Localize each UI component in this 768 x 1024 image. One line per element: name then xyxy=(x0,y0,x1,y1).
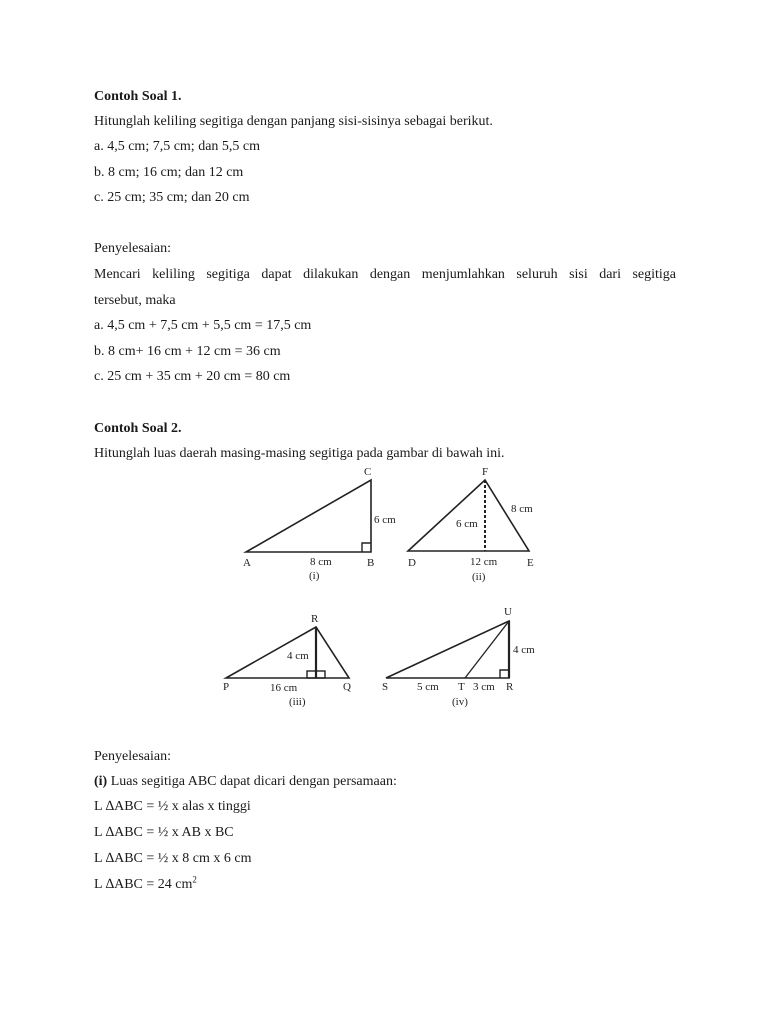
label-de-length: 12 cm xyxy=(470,556,498,568)
label-pq-length: 16 cm xyxy=(270,682,298,694)
label-fe-length: 8 cm xyxy=(511,503,533,515)
label-tr-length: 3 cm xyxy=(473,681,495,693)
soal1-item-c: c. 25 cm; 35 cm; dan 20 cm xyxy=(94,190,250,205)
soal1-item-b: b. 8 cm; 16 cm; dan 12 cm xyxy=(94,165,244,180)
label-height-ii: 6 cm xyxy=(456,518,478,530)
soal2-step-1: L ∆ABC = ½ x alas x tinggi xyxy=(94,799,251,814)
soal1-solution-line1: Mencari keliling segitiga dapat dilakukan dengan menjumlahkan seluruh sisi dari segitiga xyxy=(94,267,676,282)
caption-iv: (iv) xyxy=(452,696,468,708)
label-a: A xyxy=(243,557,251,569)
soal2-question: Hitunglah luas daerah masing-masing segitiga pada gambar di bawah ini. xyxy=(94,446,505,461)
soal2-step-2: L ∆ABC = ½ x AB x BC xyxy=(94,825,234,840)
soal1-question: Hitunglah keliling segitiga dengan panjang sisi-sisinya sebagai berikut. xyxy=(94,114,493,129)
soal1-solution-label: Penyelesaian: xyxy=(94,241,171,256)
label-u: U xyxy=(504,606,512,618)
label-q: Q xyxy=(343,681,351,693)
caption-i: (i) xyxy=(309,570,320,582)
soal2-step-3: L ∆ABC = ½ x 8 cm x 6 cm xyxy=(94,851,252,866)
soal2-solution-label: Penyelesaian: xyxy=(94,749,171,764)
soal2-part-i xyxy=(94,773,397,791)
label-b: B xyxy=(367,557,375,569)
label-ab-length: 8 cm xyxy=(310,556,332,568)
label-r-iii: R xyxy=(311,613,319,625)
soal1-answer-c: c. 25 cm + 35 cm + 20 cm = 80 cm xyxy=(94,369,291,384)
part-i-label: (i) xyxy=(94,774,108,789)
label-height-iii: 4 cm xyxy=(287,650,309,662)
step-4-exponent: 2 xyxy=(192,874,197,885)
label-bc-length: 6 cm xyxy=(374,514,396,526)
soal2-title: Contoh Soal 2. xyxy=(94,421,182,436)
caption-ii: (ii) xyxy=(472,571,486,583)
label-st-length: 5 cm xyxy=(417,681,439,693)
label-f: F xyxy=(482,466,489,478)
label-e: E xyxy=(527,557,534,569)
label-p: P xyxy=(223,681,230,693)
soal1-item-a: a. 4,5 cm; 7,5 cm; dan 5,5 cm xyxy=(94,139,261,154)
part-i-text: Luas segitiga ABC dapat dicari dengan persamaan: xyxy=(107,774,397,789)
step-4-text: L ∆ABC = 24 cm xyxy=(94,877,193,892)
label-s: S xyxy=(382,681,389,693)
triangle-stu xyxy=(382,606,535,708)
soal1-title: Contoh Soal 1. xyxy=(94,89,182,104)
triangle-pqr xyxy=(223,613,351,708)
soal1-answer-b: b. 8 cm+ 16 cm + 12 cm = 36 cm xyxy=(94,344,281,359)
soal2-step-4 xyxy=(94,876,197,894)
caption-iii: (iii) xyxy=(289,696,306,708)
label-c: C xyxy=(364,466,372,478)
soal1-answer-a: a. 4,5 cm + 7,5 cm + 5,5 cm = 17,5 cm xyxy=(94,318,312,333)
triangle-abc xyxy=(243,466,396,582)
label-t: T xyxy=(458,681,465,693)
soal1-solution-line2: tersebut, maka xyxy=(94,293,176,308)
label-height-iv: 4 cm xyxy=(513,644,535,656)
triangle-def xyxy=(408,466,534,583)
label-d: D xyxy=(408,557,416,569)
label-r-iv: R xyxy=(506,681,514,693)
